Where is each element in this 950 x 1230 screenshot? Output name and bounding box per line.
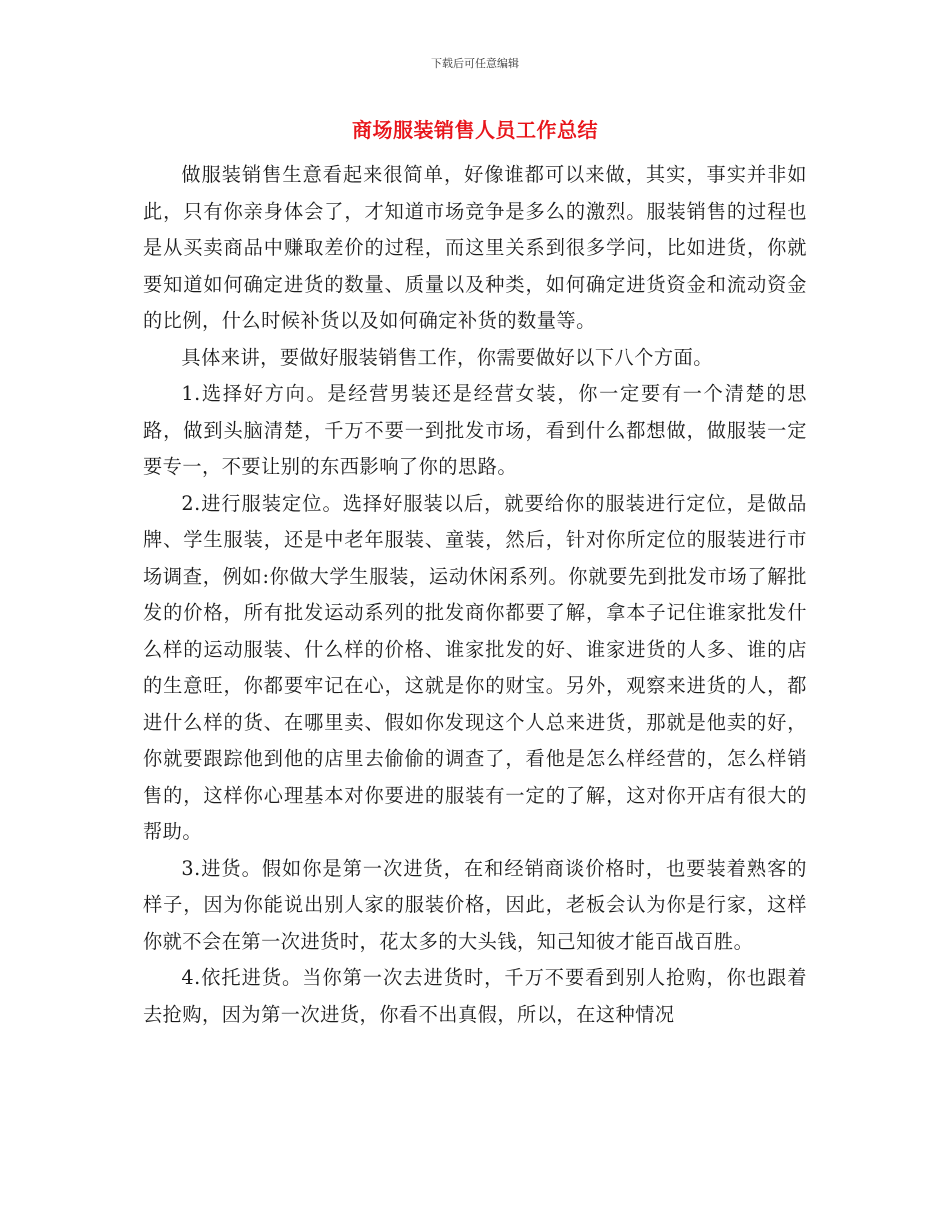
paragraph-overview: 具体来讲，要做好服装销售工作，你需要做好以下八个方面。 [181,345,713,369]
paragraph-point-2: 2.进行服装定位。选择好服装以后，就要给你的服装进行定位，是做品牌、学生服装，还是中老年服装、童装，然后，针对你所定位的服装进行市场调查，例如:你做大学生服装，运动休闲系列。你就要先到批发市场了解批发的价格，所有批发运动系列的批发商你都要了解，拿本子记住谁家批发什么样的运动服装、什么样的价格、谁家批发的好、谁家进货的人多、谁的店的生意旺，你都要牢记在心，这就是你的财宝。另外，观察来进货的人，都进什么样的货、在哪里卖、假如你发现这个人总来进货，那就是他卖的好，你就要跟踪他到他的店里去偷偷的调查了，看他是怎么样经营的，怎么样销售的，这样你心理基本对你要进的服装有一定的了解，这对你开店有很大的帮助。 [143,491,807,843]
document-body [143,157,807,1033]
document-title: 商场服装销售人员工作总结 [352,118,598,142]
paragraph-point-4: 4.依托进货。当你第一次去进货时，千万不要看到别人抢购，你也跟着去抢购，因为第一次进货，你看不出真假，所以，在这种情况 [143,966,807,1026]
header-note: 下载后可任意编辑 [431,57,519,70]
paragraph-point-3: 3.进货。假如你是第一次进货，在和经销商谈价格时，也要装着熟客的样子，因为你能说出别人家的服装价格，因此，老板会认为你是行家，这样你就不会在第一次进货时，花太多的大头钱，知己知彼才能百战百胜。 [143,856,807,953]
paragraph-intro: 做服装销售生意看起来很简单，好像谁都可以来做，其实，事实并非如此，只有你亲身体会了，才知道市场竞争是多么的激烈。服装销售的过程也是从买卖商品中赚取差价的过程，而这里关系到很多学问，比如进货，你就要知道如何确定进货的数量、质量以及种类，如何确定进货资金和流动资金的比例，什么时候补货以及如何确定补货的数量等。 [143,163,807,332]
paragraph-point-1: 1.选择好方向。是经营男装还是经营女装，你一定要有一个清楚的思路，做到头脑清楚，千万不要一到批发市场，看到什么都想做，做服装一定要专一，不要让别的东西影响了你的思路。 [143,382,807,478]
